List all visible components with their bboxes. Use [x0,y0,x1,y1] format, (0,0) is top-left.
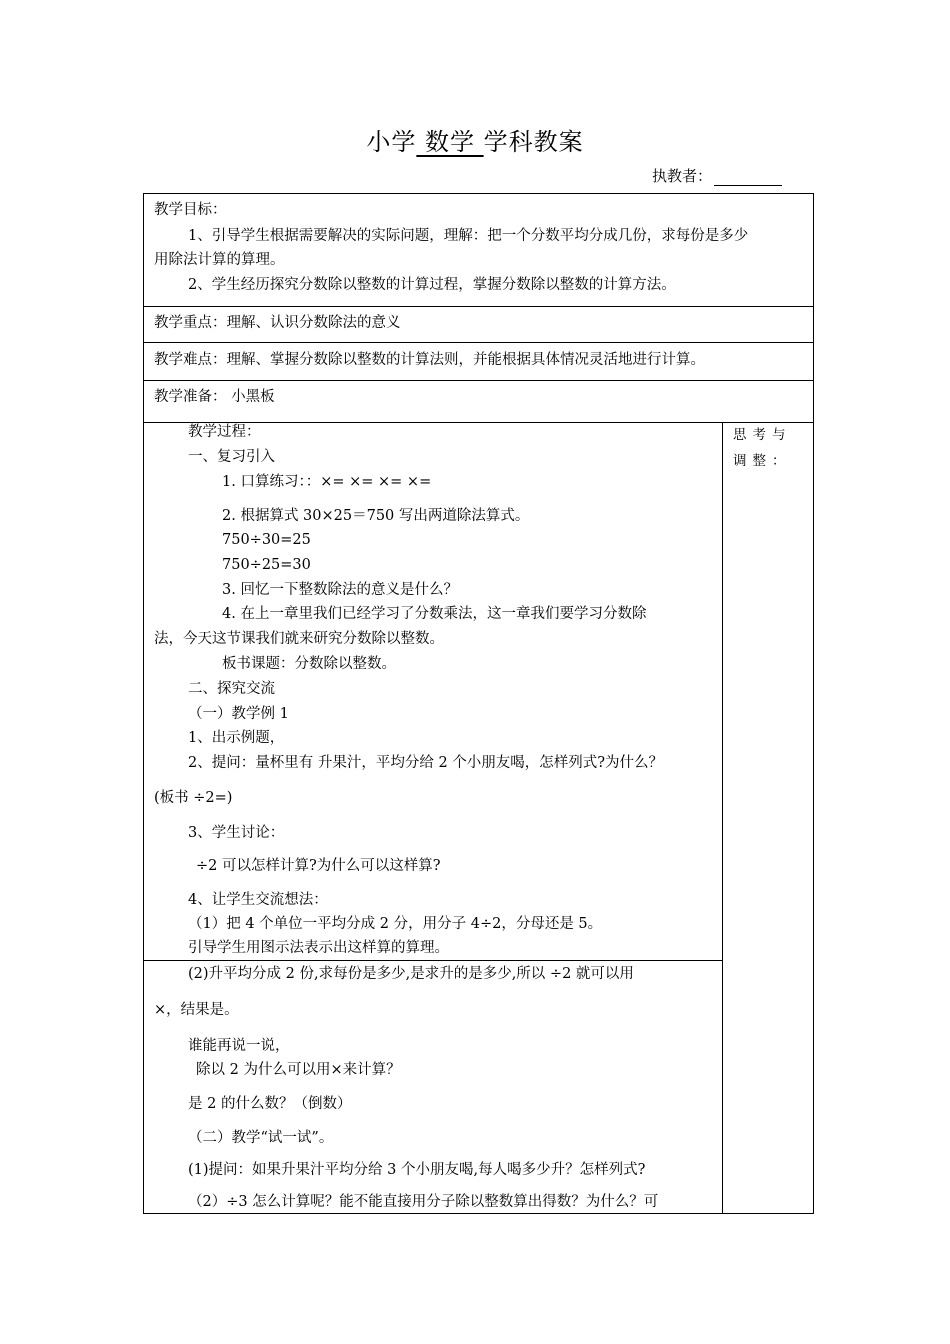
step-1: 1、出示例题， [188,730,285,746]
equation-2: 750÷25=30 [222,557,311,573]
preparation: 教学准备： 小黑板 [154,389,275,405]
column-divider [722,422,723,1213]
reciprocal-question: 是 2 的什么数？（倒数） [188,1096,352,1112]
retell-question: 除以 2 为什么可以用×来计算？ [196,1062,401,1078]
title-subject: 数学 [416,128,484,156]
item-4-cont: 法，今天这节课我们就来研究分数除以整数。 [154,631,444,647]
board-title: 板书课题：分数除以整数。 [222,656,396,672]
partial-divider [144,960,723,961]
objectives-label: 教学目标： [154,202,227,218]
item-3: 3. 回忆一下整数除法的意义是什么？ [222,582,458,598]
step-3: 3、学生讨论： [188,825,285,841]
equation-1: 750÷30=25 [222,532,311,548]
step-2-board: (板书 ÷2=) [154,790,233,806]
lesson-plan-table [143,193,814,1214]
process-heading: 教学过程： [188,424,261,440]
reasoning-2: (2)升平均分成 2 份,求每份是多少,是求升的是多少,所以 ÷2 就可以用 [188,966,634,982]
item-4: 4. 在上一章里我们已经学习了分数乘法，这一章我们要学习分数除 [222,606,647,622]
row-divider [144,380,813,381]
try-question-1: (1)提问：如果升果汁平均分给 3 个小朋友喝,每人喝多少升？怎样列式? [188,1162,646,1178]
objective-2: 2、学生经历探究分数除以整数的计算过程，掌握分数除以整数的计算方法。 [188,277,676,293]
teacher-label: 执教者： [651,167,712,185]
key-point: 教学重点：理解、认识分数除法的意义 [154,315,401,331]
objective-1-cont: 用除法计算的算理。 [154,252,285,268]
step-4-a: （1）把 4 个单位一平均分成 2 分，用分子 4÷2，分母还是 5。 [188,916,603,932]
try-question-2: （2）÷3 怎么计算呢？能不能直接用分子除以整数算出得数？为什么？可 [188,1194,659,1210]
item-1: 1. 口算练习：：×= ×= ×= ×= [222,474,432,490]
page-title [0,122,950,157]
section-1: 一、复习引入 [188,449,275,465]
row-divider [144,342,813,343]
subsection-2: （二）教学“试一试”。 [188,1130,334,1146]
row-divider [144,306,813,307]
step-4: 4、让学生交流想法： [188,892,328,908]
retell-prompt: 谁能再说一说， [188,1038,290,1054]
teacher-field [652,165,782,186]
reasoning-2-cont: ×，结果是。 [154,1002,239,1018]
step-2: 2、提问：量杯里有 升果汁，平均分给 2 个小朋友喝，怎样列式?为什么？ [188,755,664,771]
title-suffix: 学科教案 [483,128,584,156]
title-prefix: 小学 [366,128,417,156]
section-2: 二、探究交流 [188,681,275,697]
item-2: 2. 根据算式 30×25＝750 写出两道除法算式。 [222,508,530,524]
objective-1: 1、引导学生根据需要解决的实际问题，理解：把一个分数平均分成几份，求每份是多少 [188,228,749,244]
subsection-1: （一）教学例 1 [188,706,289,722]
step-3-question: ÷2 可以怎样计算?为什么可以这样算? [196,858,441,874]
reflection-label: 思考与调整： [733,427,792,469]
teacher-blank [714,171,782,186]
step-4-b: 引导学生用图示法表示出这样算的算理。 [188,940,449,956]
difficult-point: 教学难点：理解、掌握分数除以整数的计算法则，并能根据具体情况灵活地进行计算。 [154,352,705,368]
